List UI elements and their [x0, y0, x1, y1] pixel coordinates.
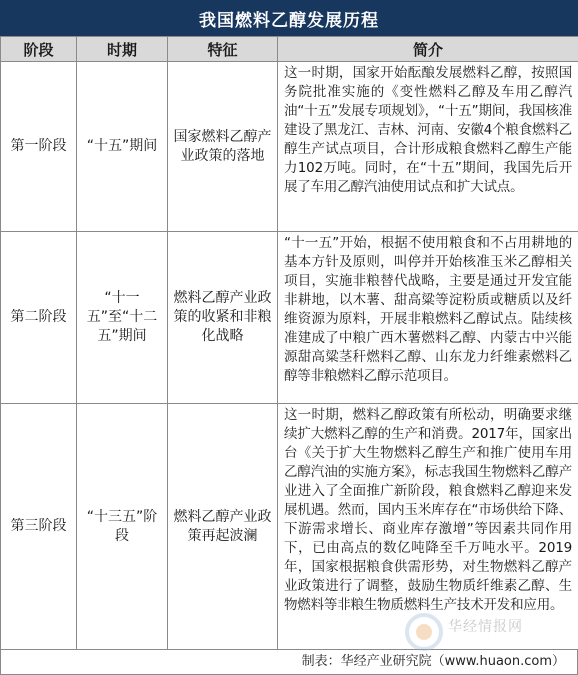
- period-cell: “十一五”至“十二五”期间: [77, 232, 168, 404]
- table-row: [1, 404, 578, 650]
- watermark-logo-icon: [404, 612, 444, 652]
- intro-cell: 这一时期，国家开始酝酿发展燃料乙醇，按照国务院批准实施的《变性燃料乙醇及车用乙醇汽油“十五”发展专项规划》，“十五”期间，我国核准建设了黑龙江、吉林、河南、安徽4个粮食燃料乙醇生产试点项目，合计形成粮食燃料乙醇生产能力102万吨。同时，在“十五”期间，我国先后开展了车用乙醇汽油使用试点和扩大试点。: [278, 62, 578, 232]
- history-table: [0, 36, 578, 650]
- table-row: [1, 62, 578, 232]
- feature-cell: 燃料乙醇产业政策再起波澜: [168, 404, 278, 650]
- header-stage: 阶段: [1, 37, 77, 62]
- stage-cell: 第一阶段: [1, 62, 77, 232]
- stage-cell: 第三阶段: [1, 404, 77, 650]
- watermark-text: 华经情报网: [448, 619, 523, 635]
- header-intro: 简介: [278, 37, 578, 62]
- stage-cell: 第二阶段: [1, 232, 77, 404]
- feature-cell: 国家燃料乙醇产业政策的落地: [168, 62, 278, 232]
- header-feature: 特征: [168, 37, 278, 62]
- intro-cell: 这一时期，燃料乙醇政策有所松动，明确要求继续扩大燃料乙醇的生产和消费。2017年，国家出台《关于扩大生物燃料乙醇生产和推广使用车用乙醇汽油的实施方案》，标志我国生物燃料乙醇产业进入了全面推广新阶段，粮食燃料乙醇迎来发展机遇。然而，国内玉米库存在“市场供给下降、下游需求增长、商业库存激增”等因素共同作用下，已由高点的数亿吨降至千万吨水平。2019年，国家根据粮食供需形势，对生物燃料乙醇产业政策进行了调整，鼓励生物质纤维素乙醇、生物燃料等非粮生物质燃料生产技术开发和应用。: [278, 404, 578, 650]
- feature-cell: 燃料乙醇产业政策的收紧和非粮化战略: [168, 232, 278, 404]
- table-row: [1, 232, 578, 404]
- intro-cell: “十一五”开始，根据不使用粮食和不占用耕地的基本方针及原则，叫停并开始核准玉米乙醇相关项目，实施非粮替代战略，主要是通过开发宜能非耕地，以木薯、甜高粱等淀粉质或糖质以及纤维资源为原料，开展非粮燃料乙醇试点。陆续核准建成了中粮广西木薯燃料乙醇、内蒙古中兴能源甜高粱茎秆燃料乙醇、山东龙力纤维素燃料乙醇等非粮燃料乙醇示范项目。: [278, 232, 578, 404]
- period-cell: “十三五”阶段: [77, 404, 168, 650]
- table-title: 我国燃料乙醇发展历程: [0, 0, 578, 36]
- source-footer: 制表：华经产业研究院（www.huaon.com）: [0, 650, 578, 675]
- header-row: [1, 37, 578, 62]
- period-cell: “十五”期间: [77, 62, 168, 232]
- header-period: 时期: [77, 37, 168, 62]
